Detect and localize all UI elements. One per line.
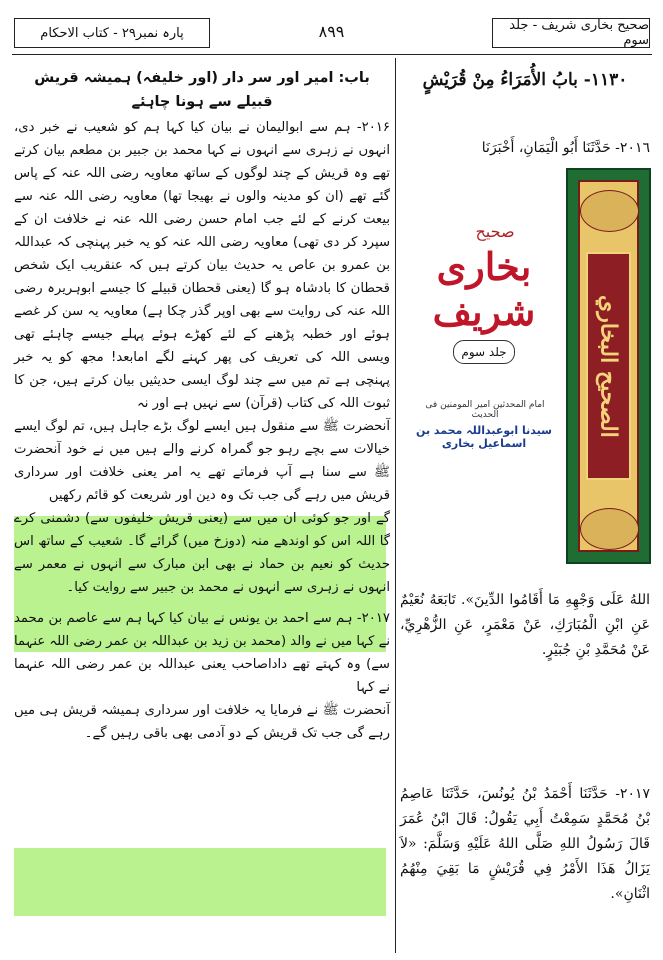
arabic-hadith-2017: ٢٠١٧- حَدَّثَنَا أَحْمَدُ بْنُ يُونُسَ، حَدَّثَنَا عَاصِمُ بْنُ مُحَمَّدٍ سَمِعْتُ أَبِي يَقُولُ: قَالَ ابْنُ عُمَرَ قَالَ رَسُولُ اللهِ صَلَّى اللهُ عَلَيْهِ وَسَلَّمَ: «لاَ يَزَالُ هَذَا الأَمْرُ فِي قُرَيْشٍ مَا بَقِيَ مِنْهُمُ اثْنَانِ». <box>400 786 650 902</box>
arabic-hadith-2016-start: ٢٠١٦- حَدَّثَنَا أَبُو الْيَمَانِ، أَخْبَرَنَا <box>481 140 650 156</box>
header-book-label: صحیح بخاری شریف - جلد سوم <box>492 18 650 48</box>
urdu-hadith-2017: ۲۰۱۷- ہم سے احمد بن یونس نے بیان کیا کہا ہم سے عاصم بن محمد نے کہا میں نے والد (محمد بن زید بن عبداللہ بن عمر رضی اللہ عنہما سے) وہ کہتے تھے داداصاحب یعنی عبداللہ بن عمر رضی اللہ عنہما نے کہا <box>14 611 390 695</box>
urdu-hadith-2016-end: گے اور جو کوئی ان میں سے (یعنی قریش خلیفوں سے) دشمنی کرے گا اللہ اس کو اوندھے منہ (دوزخ میں) گرائے گا۔ شعیب کے ساتھ اس حدیث کو نعیم بن حماد نے بھی ابن مبارک سے انہوں نے معمر سے انہوں نے زہری سے انہوں نے محمد بن جبیر سے روایت کیا۔ <box>14 511 390 595</box>
header-rule <box>12 54 652 55</box>
cover-ornament-top <box>580 190 639 232</box>
column-divider <box>395 58 396 953</box>
cover-author: سیدنا ابوعبداللہ محمد بن اسماعیل بخاری <box>416 424 552 450</box>
header-part-label: پارہ نمبر۲۹ - کتاب الاحکام <box>14 18 210 48</box>
urdu-hadith-2017-highlight: آنحضرت ﷺ نے فرمایا یہ خلافت اور سرداری ہمیشہ قریش ہی میں رہے گی جب تک قریش کے دو آدمی بھی باقی رہیں گے۔ <box>14 703 390 741</box>
arabic-hadith-2016-cont: اللهُ عَلَى وَجْهِهِ مَا أَقَامُوا الدِّينَ». تَابَعَهُ نُعَيْمٌ عَنِ ابْنِ الْمُبَارَكِ، عَنْ مَعْمَرٍ، عَنِ الزُّهْرِيِّ، عَنْ مُحَمَّدِ بْنِ جُبَيْرٍ. <box>400 592 650 658</box>
cover-volume-badge: جلد سوم <box>453 340 515 364</box>
cover-author-label: امام المحدثین امیر المومنین فی الحدیث <box>425 400 545 420</box>
urdu-translation-column <box>14 66 390 745</box>
arabic-chapter-title: ١١٣٠- بابُ الأُمَرَاءُ مِنْ قُرَيْشٍ <box>422 70 628 90</box>
urdu-hadith-2016: ۲۰۱۶- ہم سے ابوالیمان نے بیان کیا کہا ہم کو شعیب نے خبر دی، انہوں نے زہری سے انہوں نے کہا محمد بن جبیر بن مطعم بیان کرتے تھے وہ قریش کے چند لوگوں کے ساتھ معاویہ رضی اللہ عنہ کے پاس گئے تھے (ان کو مدینہ والوں نے بھیجا تھا) معاویہ رضی اللہ عنہ سے بیعت کرنے کے لئے جب امام حسن رضی اللہ عنہ نے خلافت ان کے سپرد کر دی تھی) معاویہ رضی اللہ عنہ کو یہ خبر پہنچی کہ عبداللہ بن عمرو بن عاص یہ حدیث بیان کرتے ہیں کہ عنقریب ایک شخص قحطان کا بادشاہ ہو گا (یعنی قحطان قبیلے کا جیسے ابوہریرہ رضی اللہ عنہ کی روایت سے بھی اوپر گذر چکا ہے) معاویہ یہ سن کر غصے ہوئے اور خطبہ پڑھنے کے لئے کھڑے ہوئے پہلے جیسے چاہئے تھی ویسی اللہ کی تعریف کی پھر کہنے لگے امابعد! مجھ کو یہ خبر پہنچی ہے تم میں سے چند لوگ ایسی حدیثیں بیان کرتے ہیں، جن کا ثبوت اللہ کی کتاب (قرآن) سے نہیں ہے اور نہ <box>14 120 390 411</box>
cover-ornament-bottom <box>580 508 639 550</box>
cover-saheeh-text: صحیح <box>475 222 515 241</box>
highlight-band-2017 <box>14 848 386 916</box>
page-number: ۸۹۹ <box>318 22 345 41</box>
urdu-chapter-title: باب: امیر اور سر دار (اور خلیفہ) ہمیشہ قریش قبیلے سے ہونا چاہئے <box>34 70 370 110</box>
cover-title: بخاری شریف <box>432 244 536 334</box>
cover-spine-title: الصحيح البخاري <box>595 294 622 438</box>
cover-spine-panel <box>586 252 631 480</box>
cover-spine-frame <box>578 180 639 552</box>
urdu-hadith-2016-highlight: آنحضرت ﷺ سے منقول ہیں ایسے لوگ بڑے جاہل ہیں، تم لوگ ایسے خیالات سے بچے رہو جو گمراہ کرنے والے ہیں میں نے خود آنحضرت ﷺ سے سنا ہے آپ فرماتے تھے یہ امر یعنی خلافت اور سرداری قریش میں رہے گی جب تک وہ دین اور شریعت کو قائم رکھیں <box>14 419 390 503</box>
